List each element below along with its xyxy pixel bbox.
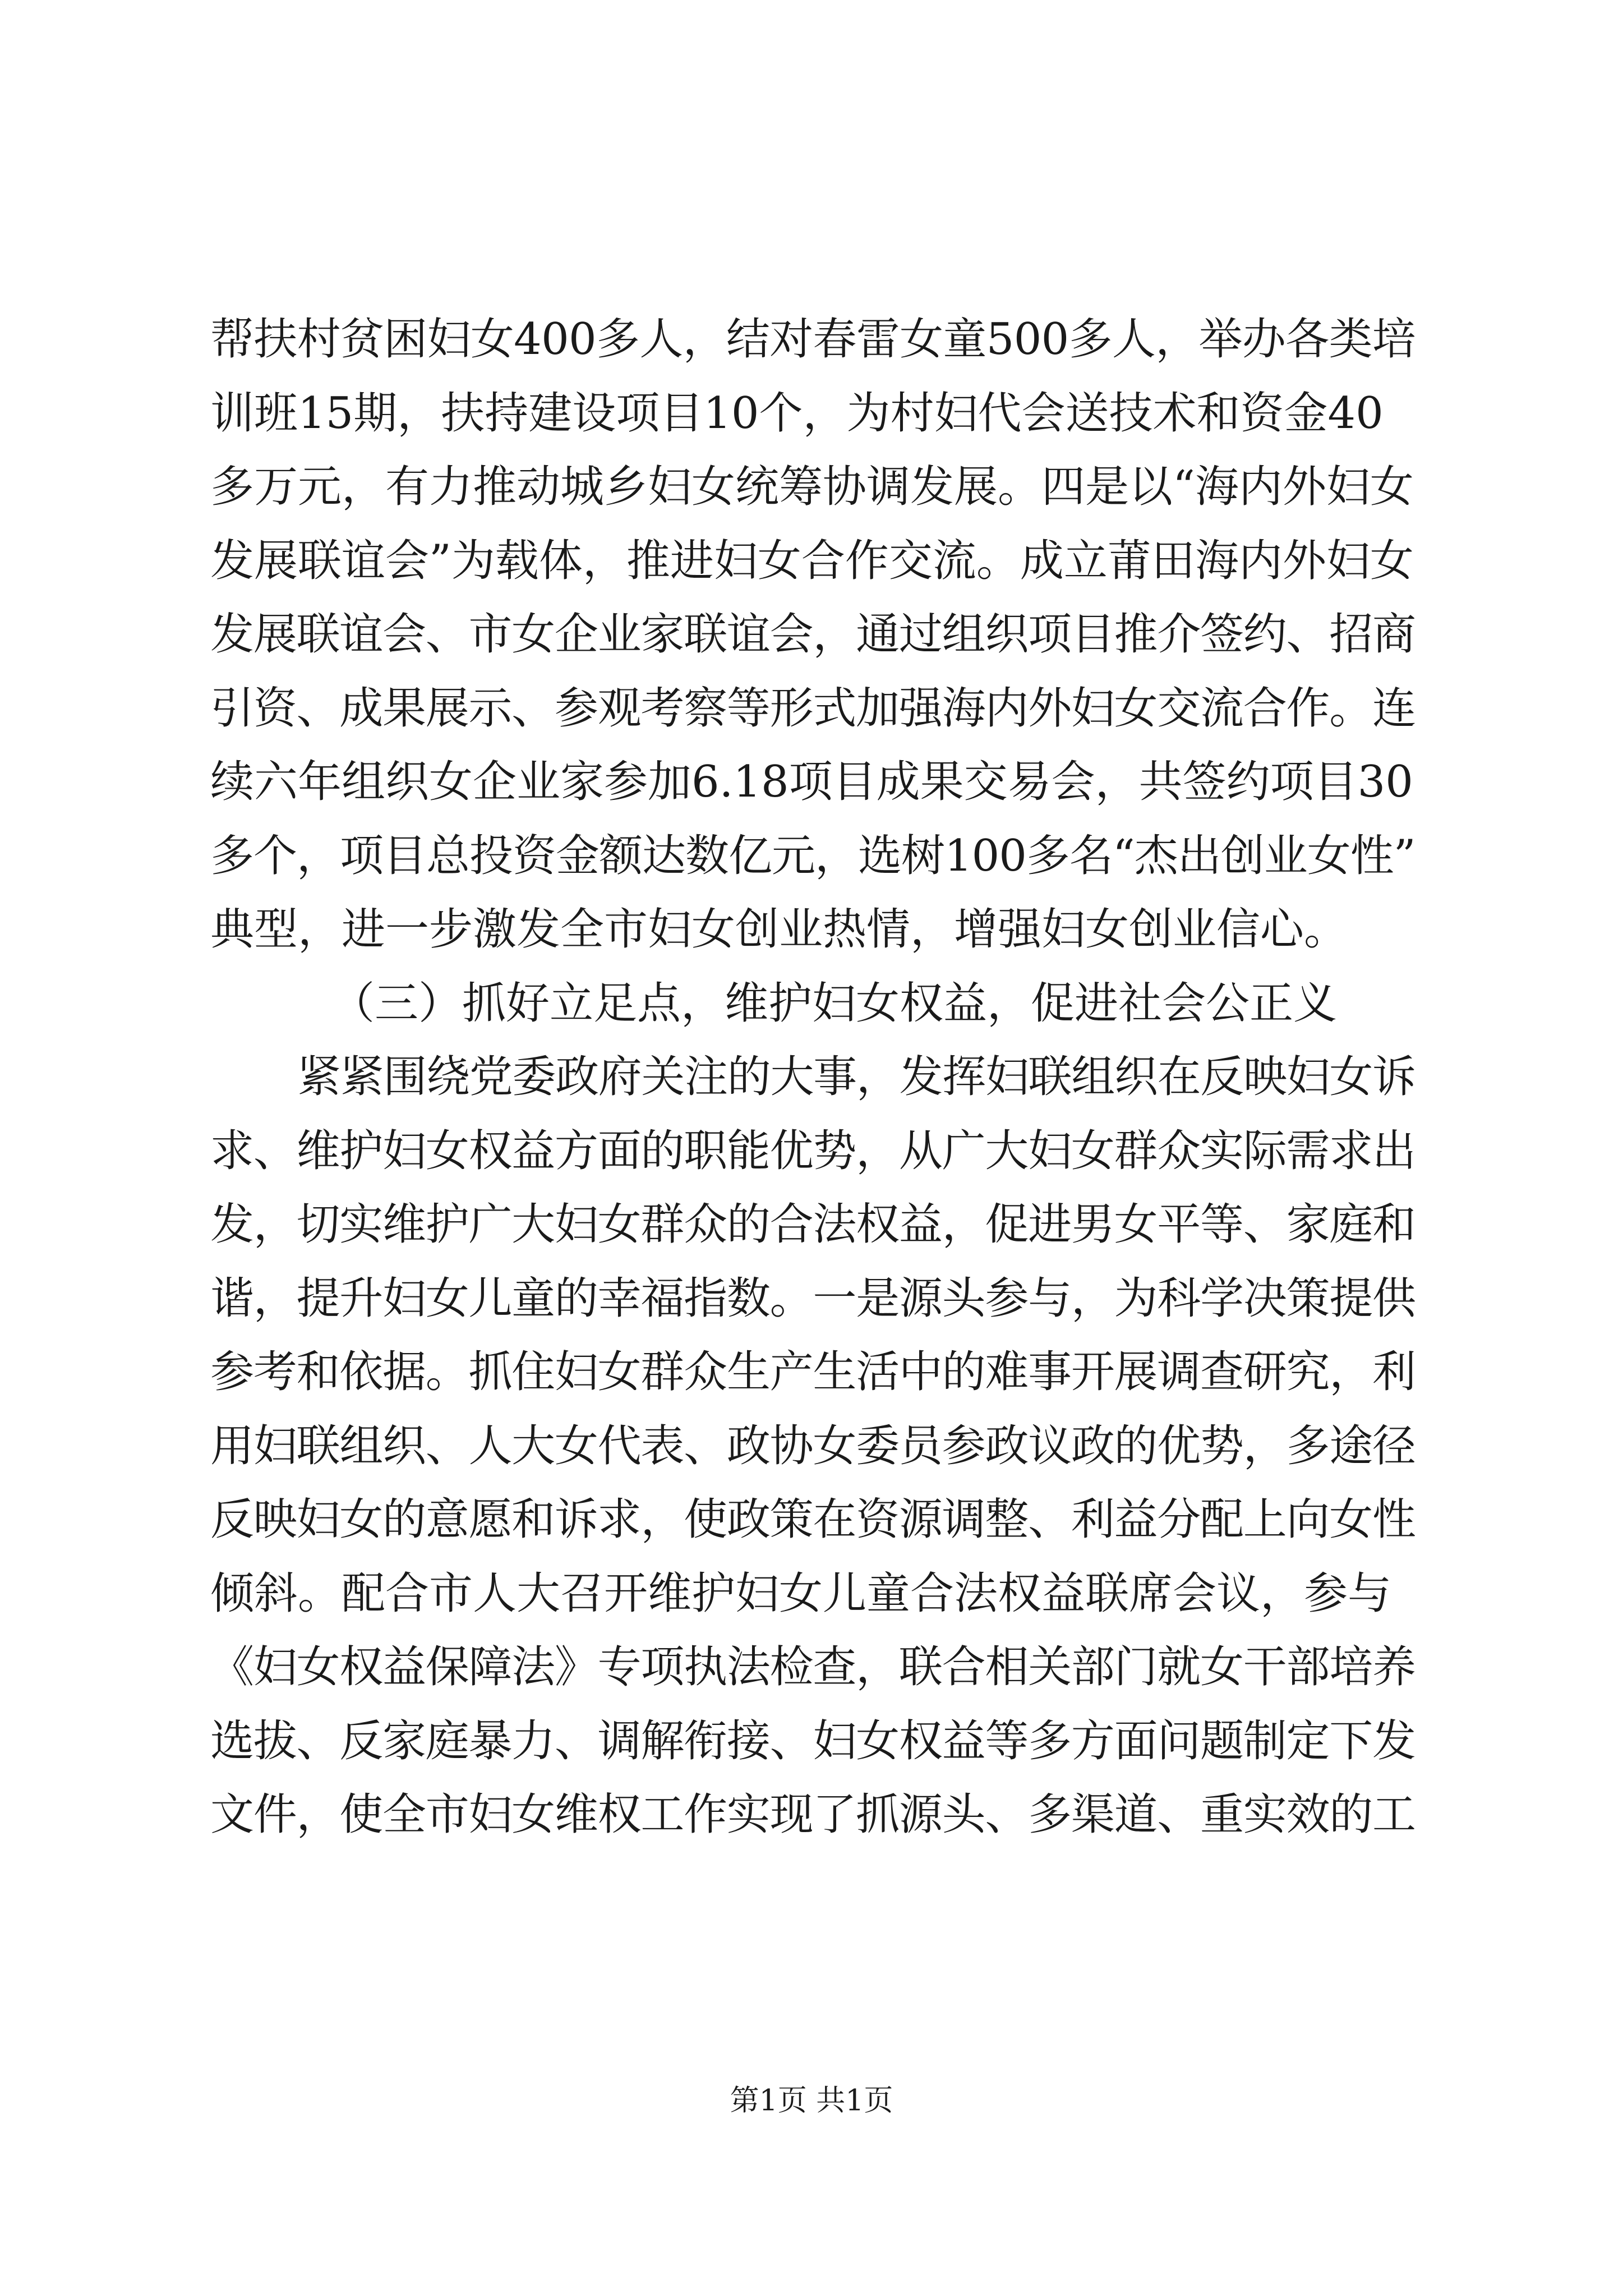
text-line: 训班15期，扶持建设项目10个，为村妇代会送技术和资金40 [210,388,1384,439]
text-line: 紧紧围绕党委政府关注的大事，发挥妇联组织在反映妇女诉 [297,1052,1415,1102]
text-line: 多个，项目总投资金额达数亿元，选树100多名“杰出创业女性” [210,831,1415,881]
text-line: 用妇联组织、人大女代表、政协女委员参政议政的优势，多途径 [210,1421,1415,1471]
text-line: 续六年组织女企业家参加6.18项目成果交易会，共签约项目30 [210,757,1413,807]
text-line: 帮扶村贫困妇女400多人，结对春雷女童500多人，举办各类培 [210,314,1416,365]
text-line: 《妇女权益保障法》专项执法检查，联合相关部门就女干部培养 [210,1642,1415,1692]
text-line: 多万元，有力推动城乡妇女统筹协调发展。四是以“海内外妇女 [210,462,1414,512]
text-line: 参考和依据。抓住妇女群众生产生活中的难事开展调查研究，利 [210,1347,1415,1397]
text-line: 发展联谊会”为载体，推进妇女合作交流。成立莆田海内外妇女 [210,536,1414,586]
text-line: 谐，提升妇女儿童的幸福指数。一是源头参与，为科学决策提供 [210,1273,1415,1324]
text-line: 求、维护妇女权益方面的职能优势，从广大妇女群众实际需求出 [210,1126,1415,1176]
text-line: （三）抓好立足点，维护妇女权益，促进社会公正义 [331,978,1338,1029]
text-line: 文件，使全市妇女维权工作实现了抓源头、多渠道、重实效的工 [210,1789,1415,1840]
text-line: 选拔、反家庭暴力、调解衔接、妇女权益等多方面问题制定下发 [210,1716,1415,1766]
text-line: 引资、成果展示、参观考察等形式加强海内外妇女交流合作。连 [210,683,1415,734]
page-footer: 第1页 共1页 [730,2084,893,2118]
text-line: 反映妇女的意愿和诉求，使政策在资源调整、利益分配上向女性 [210,1494,1415,1545]
text-line: 倾斜。配合市人大召开维护妇女儿童合法权益联席会议，参与 [210,1568,1392,1619]
text-line: 发展联谊会、市女企业家联谊会，通过组织项目推介签约、招商 [210,609,1415,660]
text-line: 典型，进一步激发全市妇女创业热情，增强妇女创业信心。 [210,904,1348,955]
text-line: 发，切实维护广大妇女群众的合法权益，促进男女平等、家庭和 [210,1199,1415,1250]
